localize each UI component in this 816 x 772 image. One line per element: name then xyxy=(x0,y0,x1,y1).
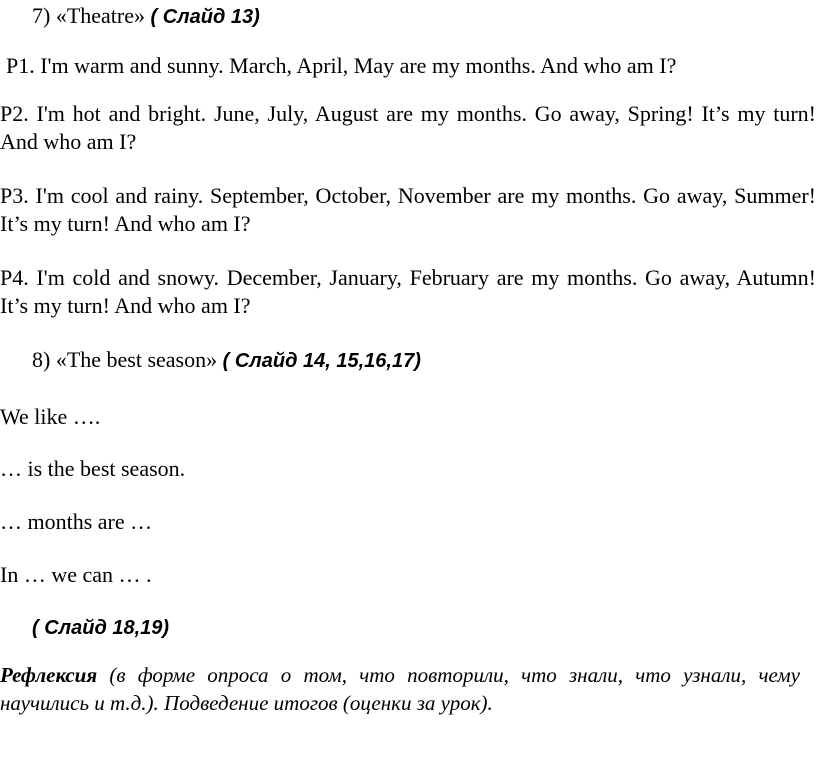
phrase-we-like: We like …. xyxy=(0,404,101,429)
section-7-heading xyxy=(32,2,260,31)
reflection-text: (в форме опроса о том, что повторили, что знали, что узнали, чему научились и т.д.). Подведение итогов (оценки за урок). xyxy=(0,663,800,715)
section-8-title: 8) «The best season» xyxy=(32,347,218,372)
p2-paragraph: P2. I'm hot and bright. June, July, August are my months. Go away, Spring! It’s my turn! And who am I? xyxy=(0,101,816,154)
phrase-we-can: In … we can … . xyxy=(0,562,152,587)
section-8-slide-ref: ( Слайд 14, 15,16,17) xyxy=(222,350,421,372)
phrase-months-are: … months are … xyxy=(0,509,153,534)
slide-18-19-ref: ( Слайд 18,19) xyxy=(32,617,170,639)
phrase-best-season: … is the best season. xyxy=(0,456,186,481)
section-7-title: 7) «Theatre» xyxy=(32,3,145,28)
p4-paragraph: P4. I'm cold and snowy. December, January, February are my months. Go away, Autumn! It’s my turn! And who am I? xyxy=(0,265,816,318)
reflection-title: Рефлексия xyxy=(0,663,98,687)
p3-paragraph: P3. I'm cool and rainy. September, October, November are my months. Go away, Summer! It’s my turn! And who am I? xyxy=(0,183,816,236)
p1-line: P1. I'm warm and sunny. March, April, May are my months. And who am I? xyxy=(6,53,677,78)
section-7-slide-ref: ( Слайд 13) xyxy=(150,6,260,28)
reflection-paragraph xyxy=(0,661,800,717)
section-8-heading xyxy=(32,346,421,375)
